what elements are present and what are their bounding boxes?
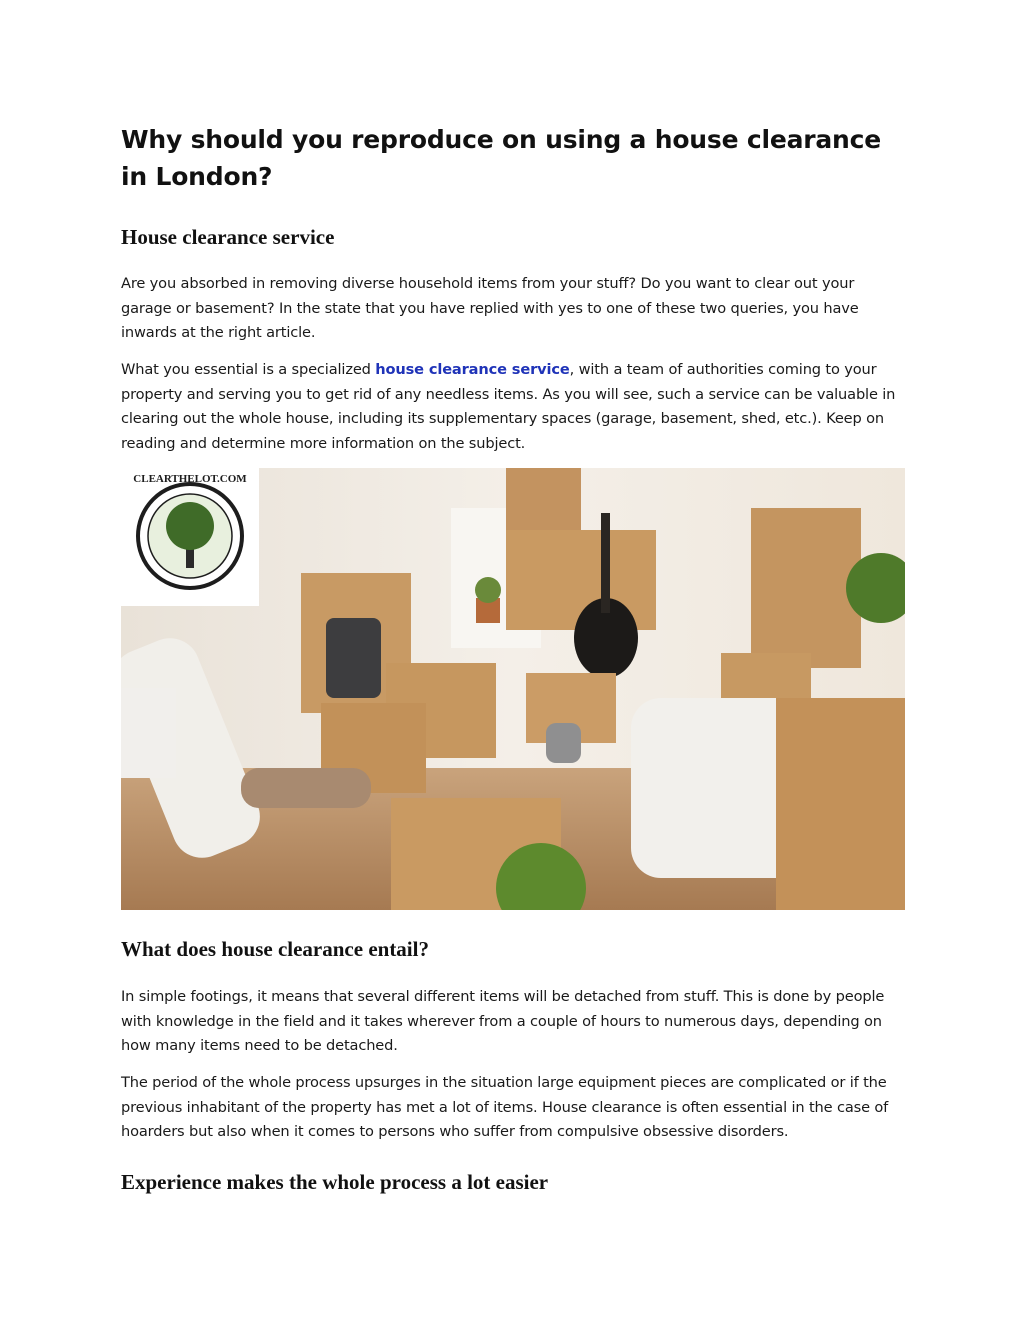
- page-title: Why should you reproduce on using a house clearance in London?: [121, 125, 882, 191]
- heading-house-clearance-service: House clearance service: [121, 225, 335, 249]
- logo-text: CLEARTHELOT.COM: [133, 473, 247, 485]
- paragraph-intro: Are you absorbed in removing diverse household items from your stuff? Do you want to clear out your garage or basement? In the state that you have replied with yes to one of these two queries, you have inwards at the right article.: [121, 275, 859, 341]
- paragraph-service-text-after: , with a team of authorities coming to your property and serving you to get rid of any needless items. As you will see, such a service can be valuable in clearing out the whole house, including its supplementary spaces (garage, basement, shed, etc.). Keep on reading and determine more information on the subject.: [121, 361, 896, 452]
- heading-experience: Experience makes the whole process a lot easier: [121, 1170, 549, 1194]
- moving-boxes-photo: [121, 468, 905, 910]
- paragraph-entail-2: The period of the whole process upsurges in the situation large equipment pieces are complicated or if the previous inhabitant of the property has met a lot of items. House clearance is often essential in the case of hoarders but also when it comes to persons who suffer from compulsive obsessive disorders.: [121, 1074, 889, 1140]
- heading-what-does-entail: What does house clearance entail?: [121, 937, 429, 961]
- paragraph-service-text-before: What you essential is a specialized: [121, 361, 376, 378]
- paragraph-entail-1: In simple footings, it means that several different items will be detached from stuff. This is done by people with knowledge in the field and it takes wherever from a couple of hours to numerous days, depending on how many items need to be detached.: [121, 988, 885, 1054]
- paragraph-service: [121, 358, 905, 456]
- house-clearance-service-link[interactable]: house clearance service: [375, 361, 570, 378]
